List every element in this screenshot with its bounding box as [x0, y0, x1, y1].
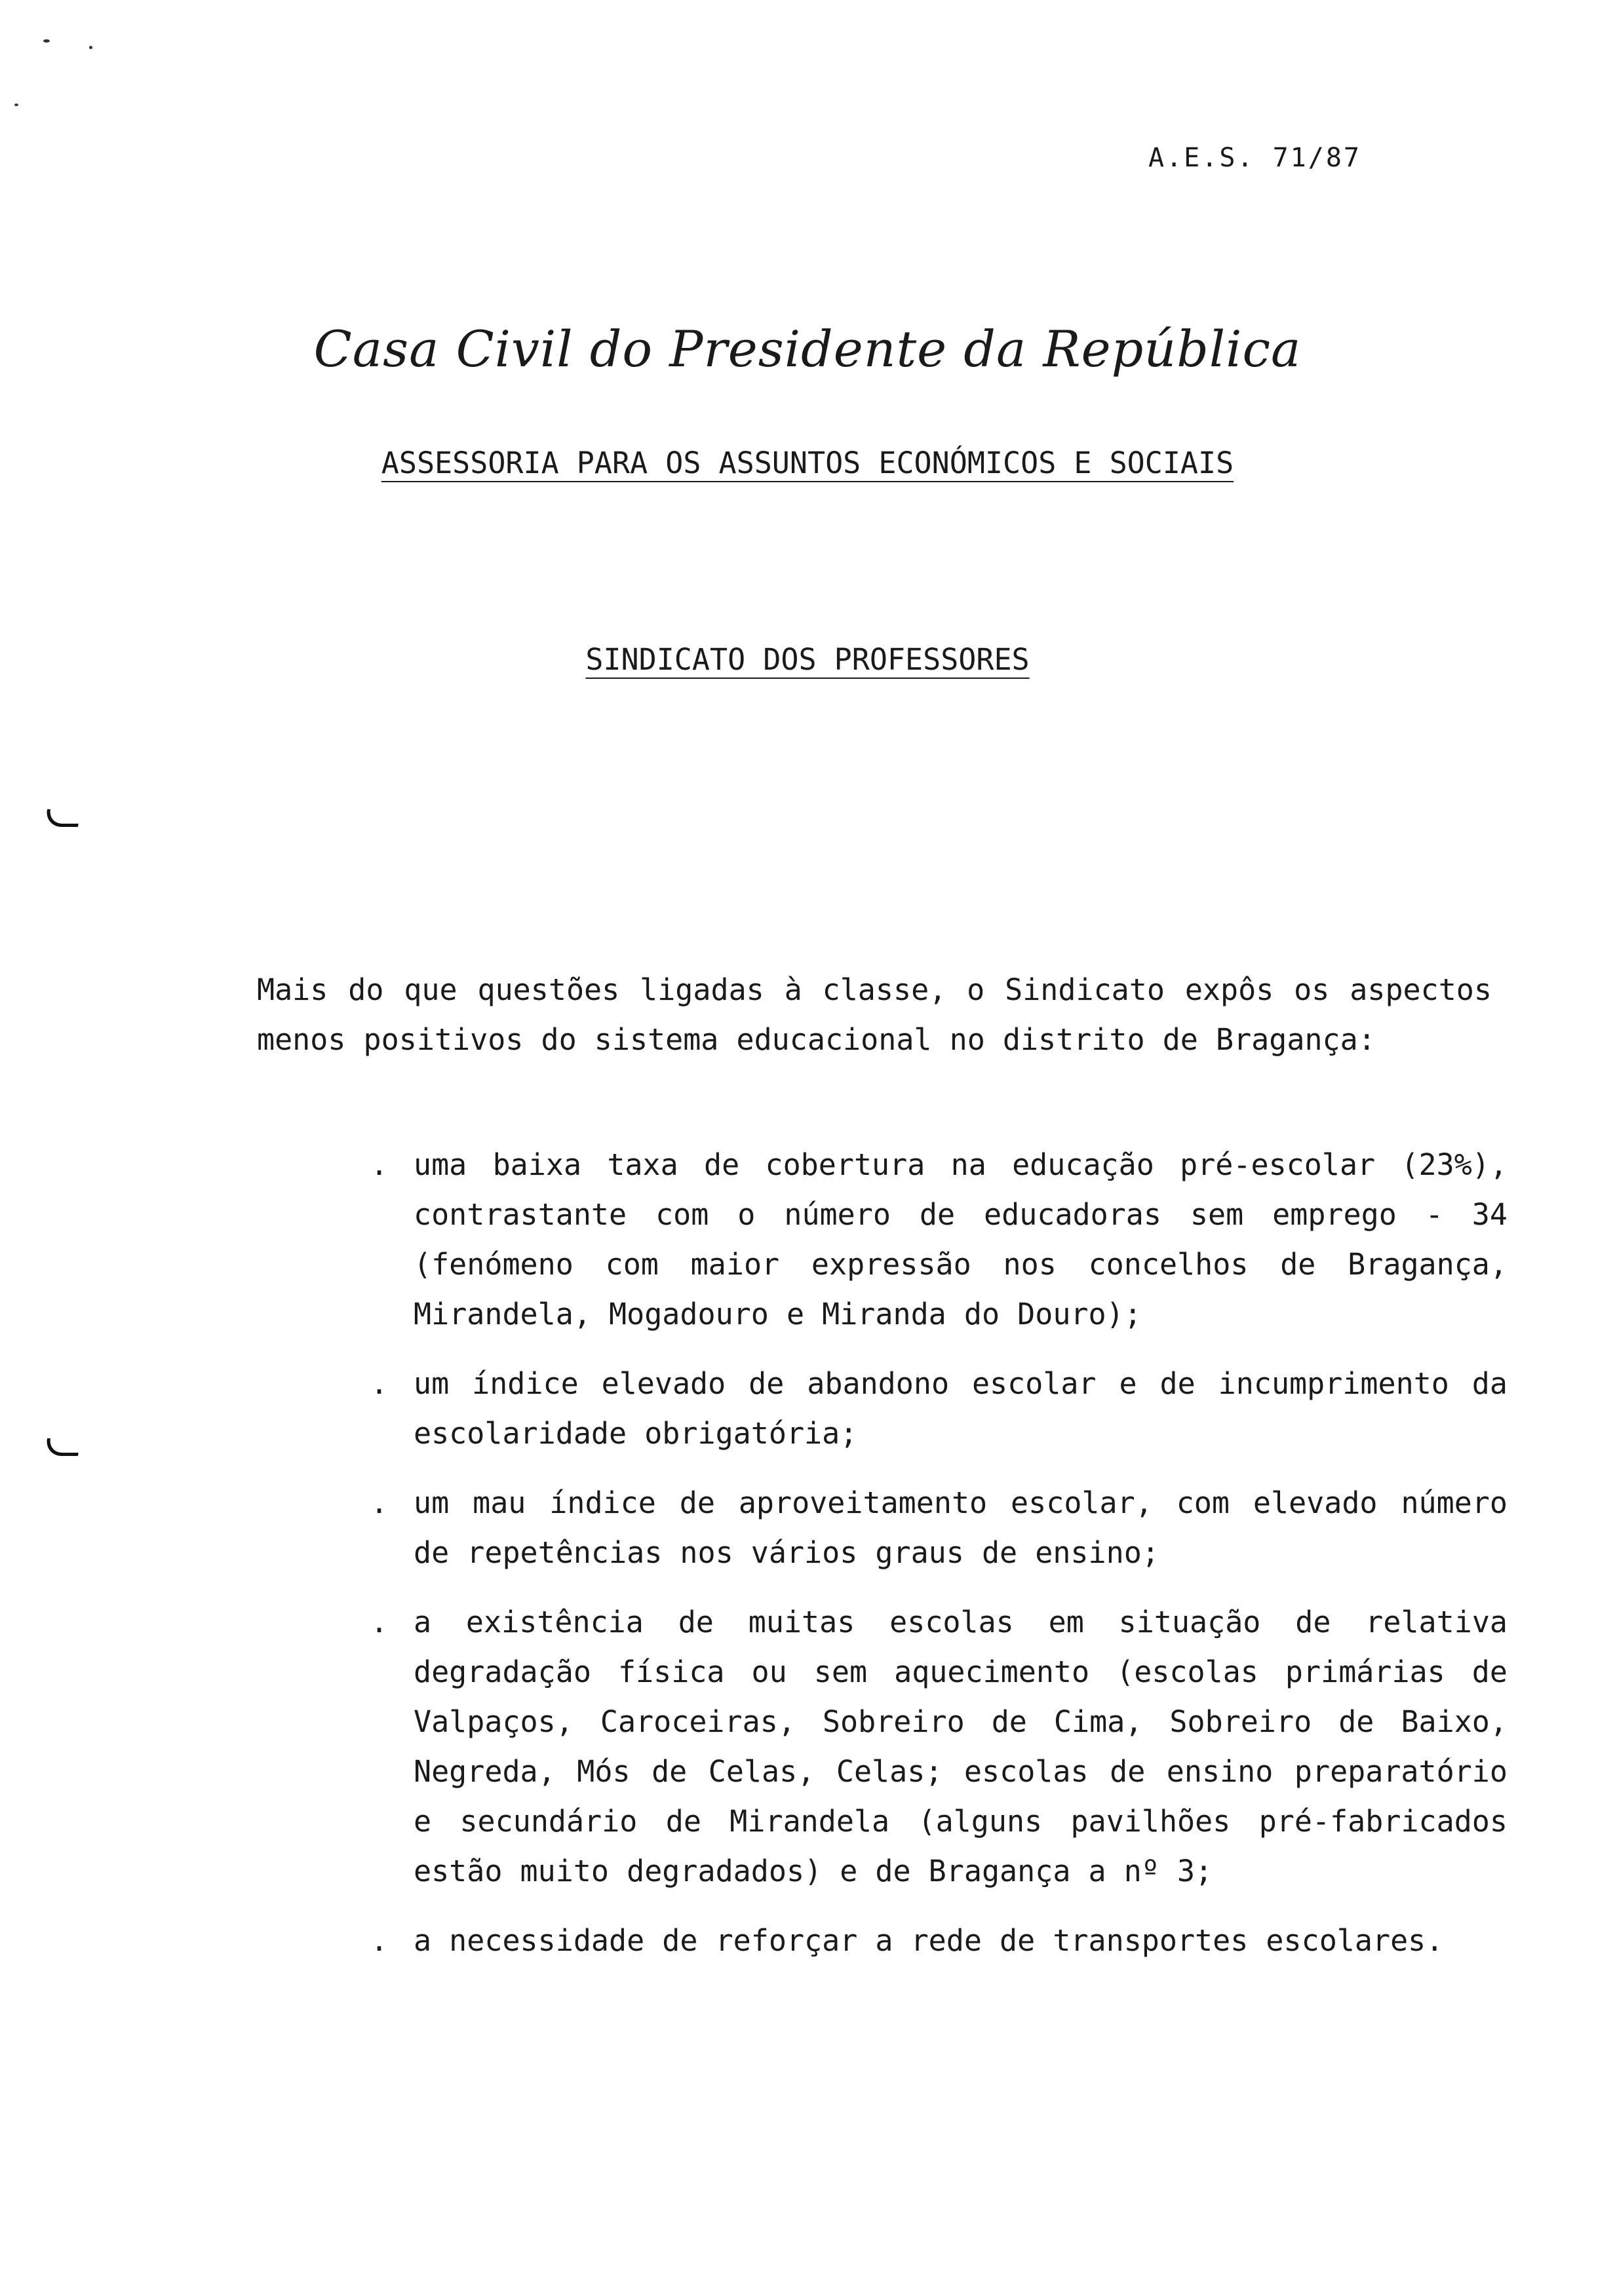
margin-mark: [45, 1438, 81, 1456]
document-title-text: SINDICATO DOS PROFESSORES: [585, 642, 1030, 677]
department-header-text: ASSESSORIA PARA OS ASSUNTOS ECONÓMICOS E SOCIAIS: [381, 446, 1234, 480]
document-reference: A.E.S. 71/87: [1148, 143, 1361, 173]
scan-speck: [14, 104, 18, 106]
intro-paragraph: Mais do que questões ligadas à classe, o Sindicato expôs os aspectos menos positivos do sistema educacional no distrito de Bragança:: [257, 972, 1492, 1057]
letterhead: Casa Civil do Presidente da República: [313, 320, 1302, 378]
issues-list: [370, 1140, 1508, 1985]
document-title: [0, 642, 1615, 677]
list-item: . um índice elevado de abandono escolar e de incumprimento da escolaridade obrigatória;: [370, 1359, 1508, 1459]
list-item: . a existência de muitas escolas em situação de relativa degradação física ou sem aquecimento (escolas primárias de Valpaços, Caroceiras, Sobreiro de Cima, Sobreiro de Baixo, Negreda, Mós de Celas, Celas; escolas de ensino preparatório e secundário de Mirandela (alguns pavilhões pré-fabricados estão muito degradados) e de Bragança a nº 3;: [370, 1598, 1508, 1896]
department-header: [0, 446, 1615, 480]
scan-speck: [89, 46, 92, 49]
scan-speck: [43, 39, 50, 43]
list-item: . a necessidade de reforçar a rede de transportes escolares.: [370, 1916, 1508, 1966]
list-item: . uma baixa taxa de cobertura na educação pré-escolar (23%), contrastante com o número de educadoras sem emprego - 34 (fenómeno com maior expressão nos concelhos de Bragança, Mirandela, Mogadouro e Miranda do Douro);: [370, 1140, 1508, 1339]
margin-mark: [45, 809, 81, 827]
list-item: . um mau índice de aproveitamento escolar, com elevado número de repetências nos vários graus de ensino;: [370, 1478, 1508, 1578]
